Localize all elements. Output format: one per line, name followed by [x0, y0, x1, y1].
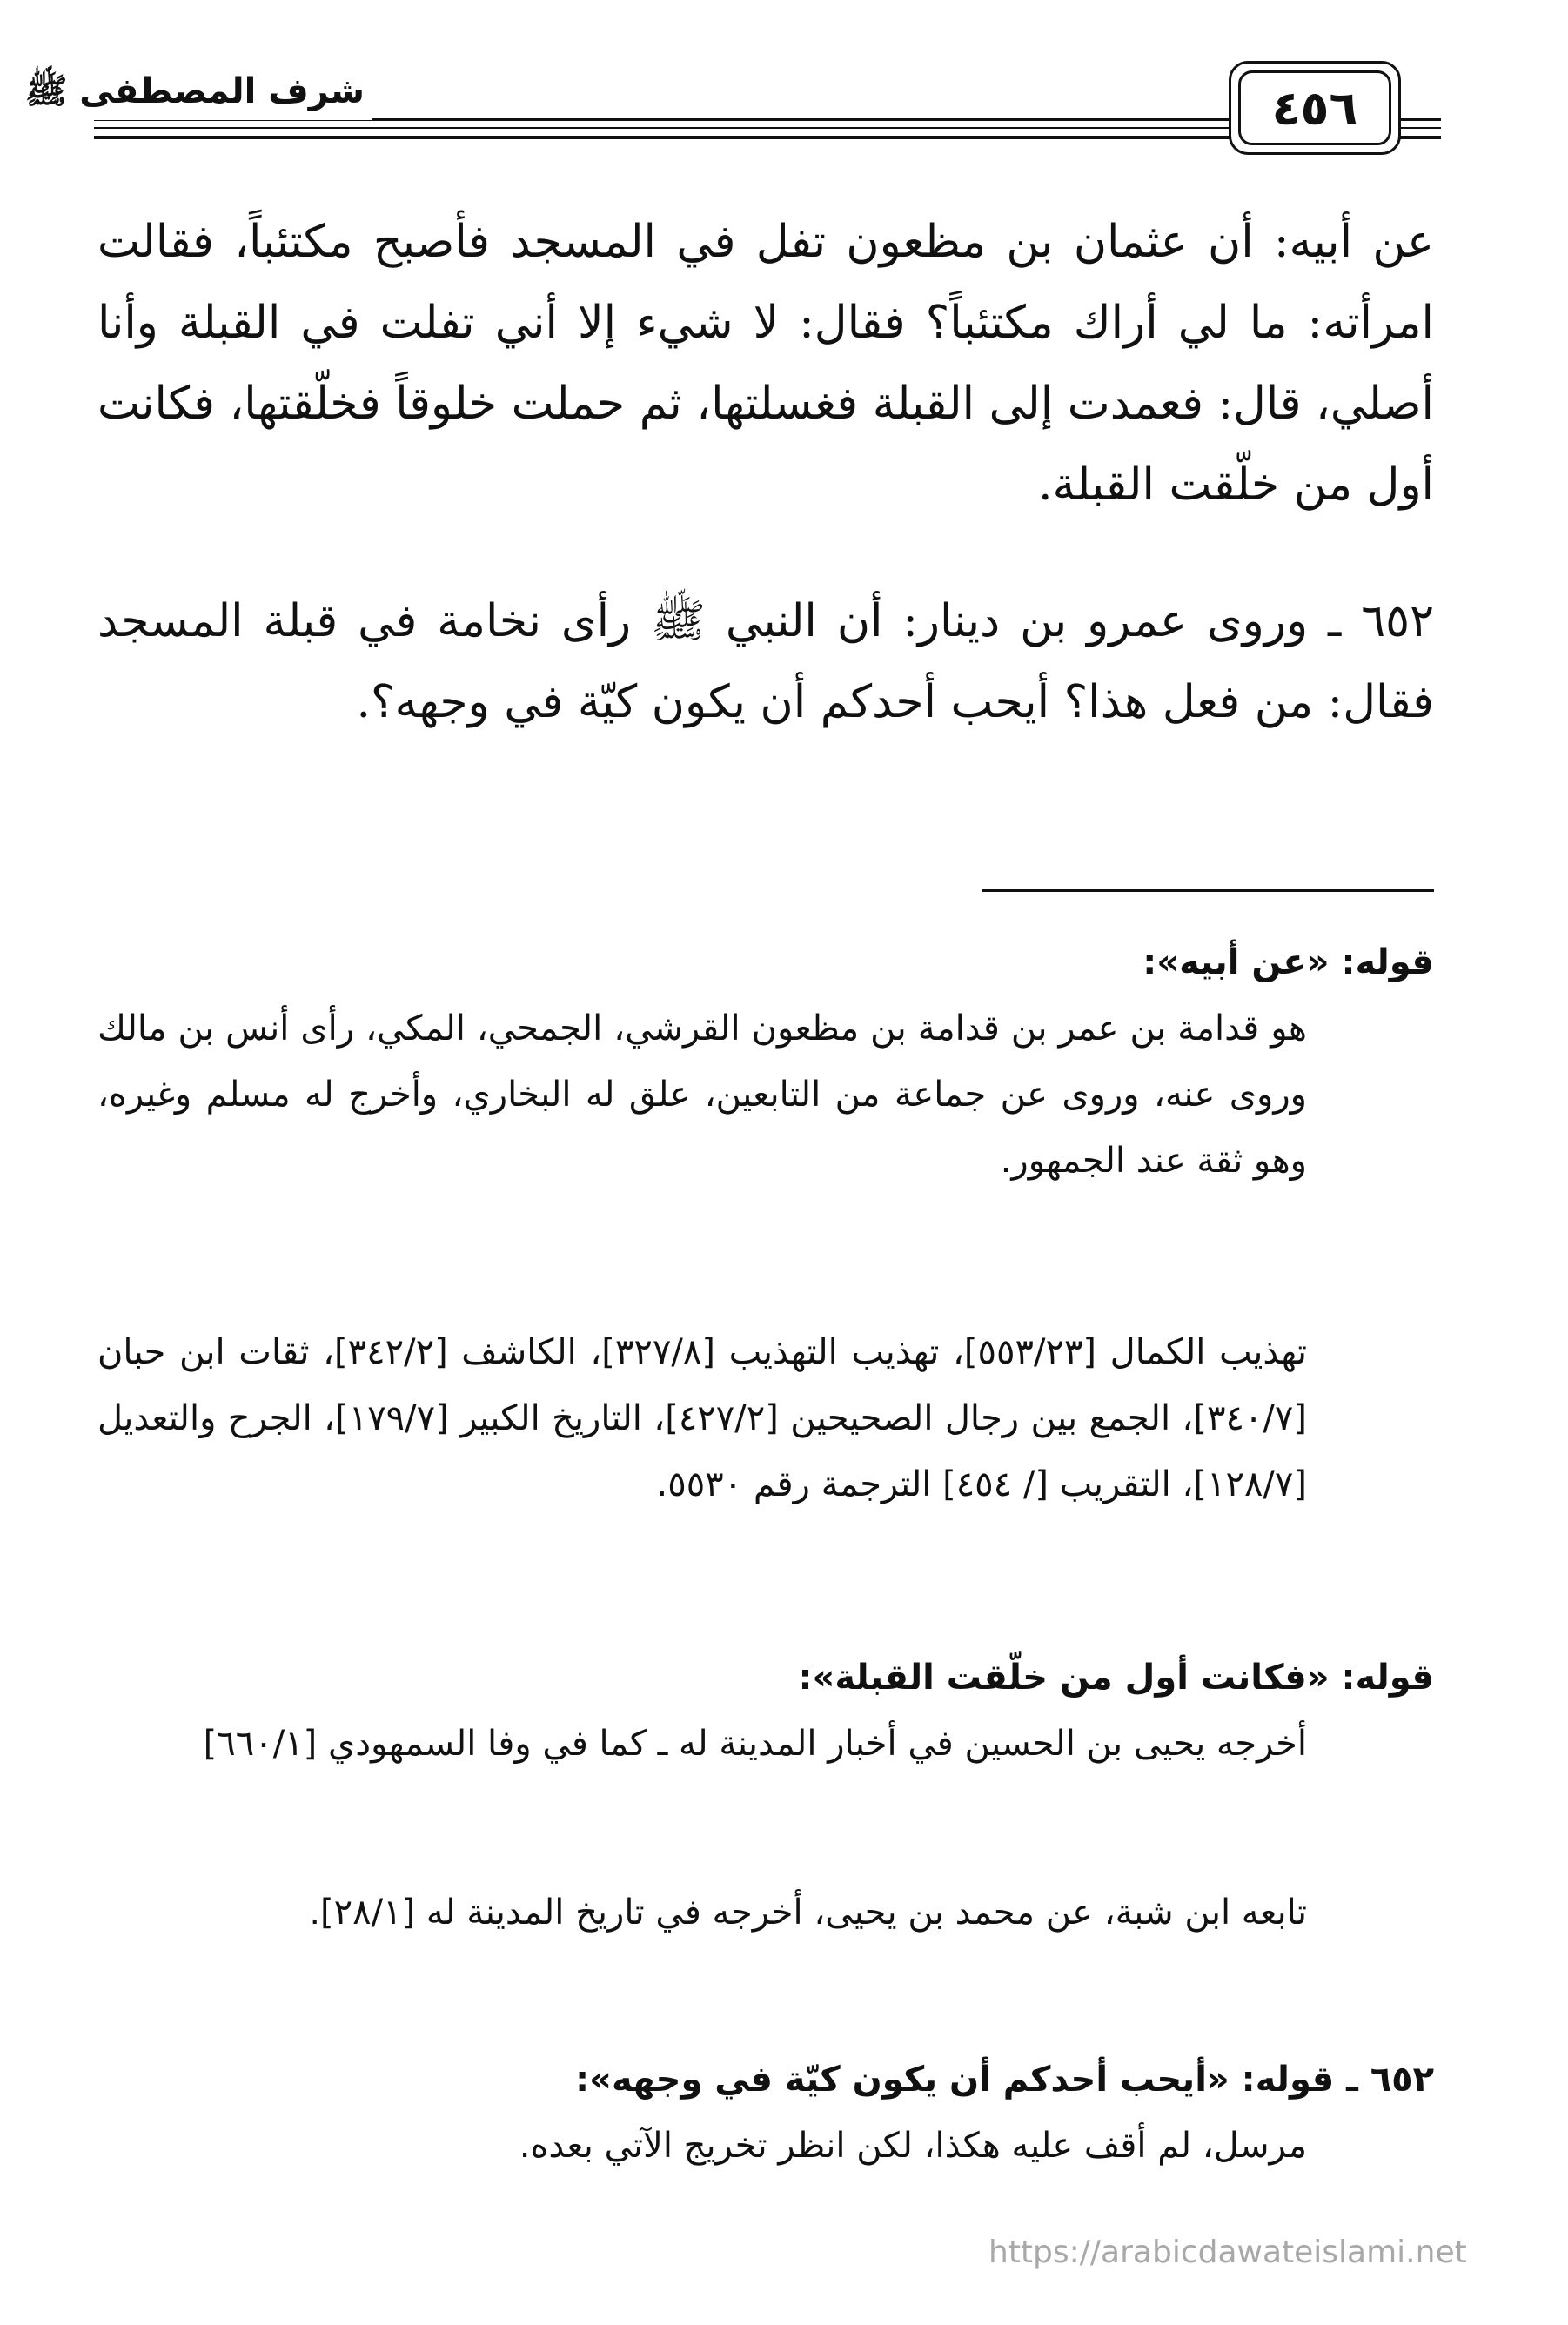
running-header-title: شرف المصطفى ﷺ — [18, 70, 372, 120]
footnote-label-2: قوله: «فكانت أول من خلّقت القبلة»: — [798, 1658, 1434, 1698]
main-paragraph-2: ٦٥٢ ـ وروى عمرو بن دينار: أن النبي ﷺ رأى نخامة في قبلة المسجد فقال: من فعل هذا؟ أيحب أحدكم أن يكون كيّة في وجهه؟. — [97, 595, 1434, 728]
footnote-body-1: هو قدامة بن عمر بن قدامة بن مظعون القرشي، الجمحي، المكي، رأى أنس بن مالك وروى عنه، وروى عن جماعة من التابعين، علق له البخاري، وأخرج له مسلم وغيره، وهو ثقة عند الجمهور. — [97, 1008, 1307, 1181]
footnote-body-3: أخرجه يحيى بن الحسين في أخبار المدينة له ـ كما في وفا السمهودي [٦٦٠/١] — [203, 1724, 1307, 1764]
footnote-body-4: تابعه ابن شبة، عن محمد بن يحيى، أخرجه في تاريخ المدينة له [٢٨/١]. — [309, 1893, 1307, 1933]
page-number-frame — [1229, 61, 1401, 155]
footnote-separator — [982, 889, 1434, 892]
main-paragraph-1: عن أبيه: أن عثمان بن مظعون تفل في المسجد فأصبح مكتئباً، فقالت امرأته: ما لي أراك مكتئباً؟ فقال: لا شيء إلا أني تفلت في القبلة وأنا أصلي، قال: فعمدت إلى القبلة فغسلتها، ثم حملت خلوقاً فخلّقتها، فكانت أول من خلّقت القبلة. — [97, 216, 1434, 511]
page-number: ٤٥٦ — [1238, 70, 1391, 145]
footnote-body-2: تهذيب الكمال [٥٥٣/٢٣]، تهذيب التهذيب [٣٢٧/٨]، الكاشف [٣٤٢/٢]، ثقات ابن حبان [٣٤٠/٧]، الجمع بين رجال الصحيحين [٤٢٧/٢]، التاريخ الكبير [١٧٩/٧]، الجرح والتعديل [١٢٨/٧]، التقريب [/ ٤٥٤] الترجمة رقم ٥٥٣٠. — [97, 1332, 1307, 1504]
footnote-label-1: قوله: «عن أبيه»: — [1142, 942, 1434, 982]
footnote-label-3: ٦٥٢ ـ قوله: «أيحب أحدكم أن يكون كيّة في وجهه»: — [575, 2060, 1434, 2100]
watermark-url: https://arabicdawateislami.net — [988, 2235, 1467, 2270]
footnote-body-5: مرسل، لم أقف عليه هكذا، لكن انظر تخريج الآتي بعده. — [519, 2126, 1307, 2166]
